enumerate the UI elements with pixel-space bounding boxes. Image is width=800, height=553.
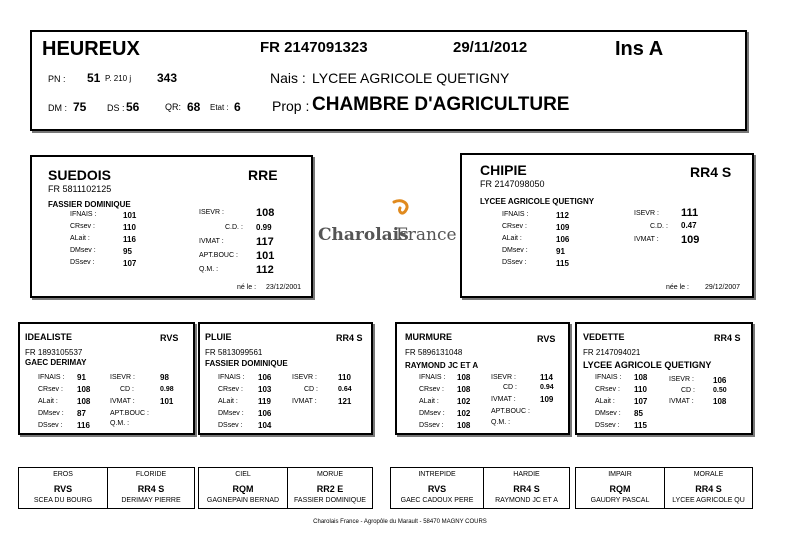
gg-owner: FASSIER DOMINIQUE [294, 497, 366, 504]
ivmat-label: IVMAT : [669, 398, 694, 405]
aptbouc-label: APT.BOUC : [491, 408, 530, 415]
dm-value: 75 [73, 100, 87, 114]
gp-breeder: GAEC DERIMAY [25, 358, 87, 367]
cd-value: 0.47 [681, 221, 697, 230]
ivmat-value: 121 [338, 397, 352, 406]
dssev-value: 104 [258, 421, 272, 430]
alait-label: ALait : [70, 235, 90, 242]
isevr-value: 98 [160, 373, 169, 382]
dssev-value: 108 [457, 421, 471, 430]
gp-id: FR 1893105537 [25, 348, 83, 357]
isevr-label: ISEVR : [199, 209, 224, 216]
footer-address: Charolais France - Agropôle du Marault - 58470 MAGNY COURS [313, 519, 487, 525]
alait-value: 119 [258, 397, 271, 406]
etat-value: 6 [234, 100, 241, 114]
gp-breeder: FASSIER DOMINIQUE [205, 359, 288, 368]
gp-id: FR 5813099561 [205, 348, 263, 357]
gg-name: HARDIE [513, 471, 540, 478]
ivmat-value: 117 [256, 236, 274, 248]
qr-label: QR: [165, 102, 182, 112]
sire-code: RRE [248, 167, 278, 183]
great-grandparent-cell [391, 468, 483, 508]
ivmat-label: IVMAT : [292, 398, 317, 405]
born-date: 23/12/2001 [266, 284, 302, 291]
cd-value: 0.99 [256, 223, 272, 232]
gg-code: RR4 S [137, 484, 165, 494]
cd-value: 0.94 [540, 384, 554, 391]
great-grandparents-pair [575, 467, 753, 509]
dam-id: FR 2147098050 [480, 179, 545, 189]
dssev-label: DSsev : [502, 259, 527, 266]
dmsev-label: DMsev : [218, 410, 244, 417]
qm-label: Q.M. : [110, 420, 130, 427]
logo-text-left: Charolais [318, 225, 409, 245]
ivmat-value: 109 [681, 234, 700, 246]
alait-label: ALait : [38, 398, 58, 405]
crsev-value: 110 [634, 385, 647, 394]
gp-code: RVS [160, 333, 179, 343]
crsev-label: CRsev : [218, 386, 243, 393]
ivmat-value: 109 [540, 395, 554, 404]
ivmat-value: 101 [160, 397, 174, 406]
charolais-france-logo [318, 198, 457, 258]
gg-code: RQM [232, 484, 254, 494]
cd-label: C.D. : [650, 223, 668, 230]
isevr-value: 110 [338, 373, 351, 382]
alait-value: 116 [123, 235, 136, 244]
gg-code: RVS [53, 484, 73, 494]
gg-name: INTREPIDE [418, 471, 456, 478]
ivmat-label: IVMAT : [634, 236, 659, 243]
sire-name: SUEDOIS [48, 167, 112, 183]
alait-label: ALait : [595, 398, 615, 405]
great-grandparent-cell [664, 468, 752, 508]
qm-label: Q.M. : [199, 266, 219, 273]
nais-value: LYCEE AGRICOLE QUETIGNY [312, 70, 510, 86]
cd-value: 0.64 [338, 386, 352, 393]
isevr-label: ISEVR : [491, 374, 516, 381]
qm-label: Q.M. : [491, 419, 511, 426]
isevr-value: 114 [540, 373, 553, 382]
born-label: née le : [666, 284, 689, 291]
ifnais-value: 108 [457, 373, 471, 382]
ds-value: 56 [126, 100, 140, 114]
cd-label: C.D. : [225, 224, 243, 231]
dmsev-value: 87 [77, 409, 86, 418]
gg-code: RR2 E [316, 484, 344, 494]
crsev-value: 108 [457, 385, 471, 394]
ifnais-value: 101 [123, 211, 137, 220]
ifnais-label: IFNAIS : [595, 374, 622, 381]
crsev-label: CRsev : [70, 223, 95, 230]
cd-label: CD : [304, 386, 318, 393]
gg-name: CIEL [235, 471, 251, 478]
ivmat-label: IVMAT : [199, 238, 224, 245]
aptbouc-label: APT.BOUC : [199, 252, 238, 259]
ifnais-label: IFNAIS : [70, 211, 97, 218]
pn-value: 51 [87, 71, 101, 85]
gg-owner: LYCEE AGRICOLE QU [672, 497, 745, 504]
crsev-value: 110 [123, 223, 136, 232]
dmsev-label: DMsev : [502, 247, 528, 254]
nais-label: Nais : [270, 70, 306, 86]
crsev-value: 103 [258, 385, 272, 394]
dmsev-label: DMsev : [419, 410, 445, 417]
category-badge: Ins A [615, 38, 664, 60]
dssev-label: DSsev : [218, 422, 243, 429]
ivmat-label: IVMAT : [110, 398, 135, 405]
isevr-label: ISEVR : [634, 210, 659, 217]
alait-label: ALait : [218, 398, 238, 405]
gp-name: MURMURE [405, 332, 452, 342]
great-grandparents-pair [18, 467, 195, 509]
gp-code: RVS [537, 334, 556, 344]
dmsev-label: DMsev : [70, 247, 96, 254]
alait-value: 106 [556, 235, 570, 244]
pn-label: PN : [48, 74, 66, 84]
dmsev-value: 95 [123, 247, 132, 256]
cd-value: 0.50 [713, 387, 727, 394]
grandparent-card [198, 322, 373, 435]
crsev-label: CRsev : [502, 223, 527, 230]
gg-name: MORUE [316, 471, 344, 478]
isevr-value: 106 [713, 376, 727, 385]
gp-name: PLUIE [205, 332, 232, 342]
ifnais-value: 112 [556, 211, 569, 220]
p210-label: P. 210 j [105, 74, 132, 83]
qr-value: 68 [187, 100, 201, 114]
gp-id: FR 2147094021 [583, 348, 641, 357]
prop-label: Prop : [272, 98, 310, 114]
gp-breeder: RAYMOND JC ET A [405, 361, 479, 370]
gp-id: FR 5896131048 [405, 348, 463, 357]
dmsev-label: DMsev : [595, 410, 621, 417]
dmsev-value: 91 [556, 247, 565, 256]
dssev-label: DSsev : [419, 422, 444, 429]
sire-id: FR 5811102125 [48, 184, 112, 194]
p210-value: 343 [157, 71, 178, 85]
isevr-value: 111 [681, 207, 699, 219]
ifnais-label: IFNAIS : [218, 374, 245, 381]
dmsev-label: DMsev : [38, 410, 64, 417]
alait-label: ALait : [419, 398, 439, 405]
great-grandparent-cell [483, 468, 569, 508]
great-grandparent-cell [107, 468, 194, 508]
ifnais-value: 108 [634, 373, 648, 382]
dam-name: CHIPIE [480, 162, 527, 178]
dssev-label: DSsev : [38, 422, 63, 429]
great-grandparent-cell [199, 468, 287, 508]
dssev-label: DSsev : [70, 259, 95, 266]
ifnais-value: 91 [77, 373, 86, 382]
great-grandparents-pair [390, 467, 570, 509]
cd-label: CD : [503, 384, 517, 391]
ifnais-label: IFNAIS : [38, 374, 65, 381]
ifnais-label: IFNAIS : [419, 374, 446, 381]
aptbouc-value: 101 [256, 250, 275, 262]
alait-value: 108 [77, 397, 91, 406]
great-grandparent-cell [19, 468, 107, 508]
great-grandparent-cell [287, 468, 372, 508]
gg-name: FLORIDE [135, 471, 167, 478]
ifnais-label: IFNAIS : [502, 211, 529, 218]
gp-name: VEDETTE [583, 332, 625, 342]
alait-value: 102 [457, 397, 471, 406]
dam-card [460, 153, 754, 298]
dssev-value: 107 [123, 259, 137, 268]
gg-name: IMPAIR [608, 471, 632, 478]
ivmat-label: IVMAT : [491, 396, 516, 403]
aptbouc-label: APT.BOUC : [110, 410, 149, 417]
animal-id: FR 2147091323 [260, 39, 368, 56]
prop-value: CHAMBRE D'AGRICULTURE [312, 94, 570, 115]
crsev-label: CRsev : [419, 386, 444, 393]
dam-code: RR4 S [690, 164, 732, 180]
dmsev-value: 85 [634, 409, 643, 418]
ivmat-value: 108 [713, 397, 727, 406]
crsev-value: 109 [556, 223, 570, 232]
crsev-label: CRsev : [595, 386, 620, 393]
cd-value: 0.98 [160, 386, 174, 393]
grandparent-card [575, 322, 753, 435]
gg-code: RQM [609, 484, 631, 494]
gg-owner: GAUDRY PASCAL [590, 497, 650, 504]
dam-breeder: LYCEE AGRICOLE QUETIGNY [480, 197, 595, 206]
gg-code: RR4 S [513, 484, 540, 494]
dssev-value: 115 [556, 259, 569, 268]
logo-text-right: France [396, 225, 457, 245]
grandparent-card [395, 322, 570, 435]
ifnais-value: 106 [258, 373, 272, 382]
gg-owner: GAGNEPAIN BERNAD [206, 497, 280, 504]
great-grandparent-cell [576, 468, 664, 508]
dm-label: DM : [48, 103, 67, 113]
report-date: 29/11/2012 [453, 39, 528, 56]
animal-name: HEUREUX [42, 38, 140, 60]
gg-owner: SCEA DU BOURG [33, 497, 93, 504]
cd-label: CD : [681, 387, 695, 394]
alait-value: 107 [634, 397, 648, 406]
animal-header [30, 30, 747, 131]
gp-code: RR4 S [336, 333, 363, 343]
cd-label: CD : [120, 386, 134, 393]
dssev-label: DSsev : [595, 422, 620, 429]
ds-label: DS : [107, 103, 125, 113]
great-grandparents-pair [198, 467, 373, 509]
crsev-label: CRsev : [38, 386, 63, 393]
isevr-label: ISEVR : [292, 374, 317, 381]
born-date: 29/12/2007 [705, 284, 741, 291]
gg-owner: DERIMAY PIERRE [121, 497, 181, 504]
qm-value: 112 [256, 264, 274, 276]
sire-breeder: FASSIER DOMINIQUE [48, 200, 131, 209]
dssev-value: 115 [634, 421, 647, 430]
gp-code: RR4 S [714, 333, 741, 343]
isevr-label: ISEVR : [669, 376, 694, 383]
crsev-value: 108 [77, 385, 91, 394]
grandparent-card [18, 322, 195, 435]
isevr-label: ISEVR : [110, 374, 135, 381]
gg-owner: GAEC CADOUX PERE [400, 497, 474, 504]
etat-label: Etat : [210, 103, 229, 112]
gp-name: IDEALISTE [25, 332, 73, 342]
gg-owner: RAYMOND JC ET A [495, 497, 558, 504]
gg-name: EROS [53, 471, 73, 478]
gp-breeder: LYCEE AGRICOLE QUETIGNY [583, 360, 712, 370]
born-label: né le : [237, 284, 257, 291]
sire-card [30, 155, 313, 298]
dssev-value: 116 [77, 421, 90, 430]
dmsev-value: 106 [258, 409, 272, 418]
isevr-value: 108 [256, 207, 275, 219]
gg-code: RR4 S [695, 484, 722, 494]
gg-code: RVS [427, 484, 447, 494]
dmsev-value: 102 [457, 409, 471, 418]
gg-name: MORALE [693, 471, 724, 478]
alait-label: ALait : [502, 235, 522, 242]
